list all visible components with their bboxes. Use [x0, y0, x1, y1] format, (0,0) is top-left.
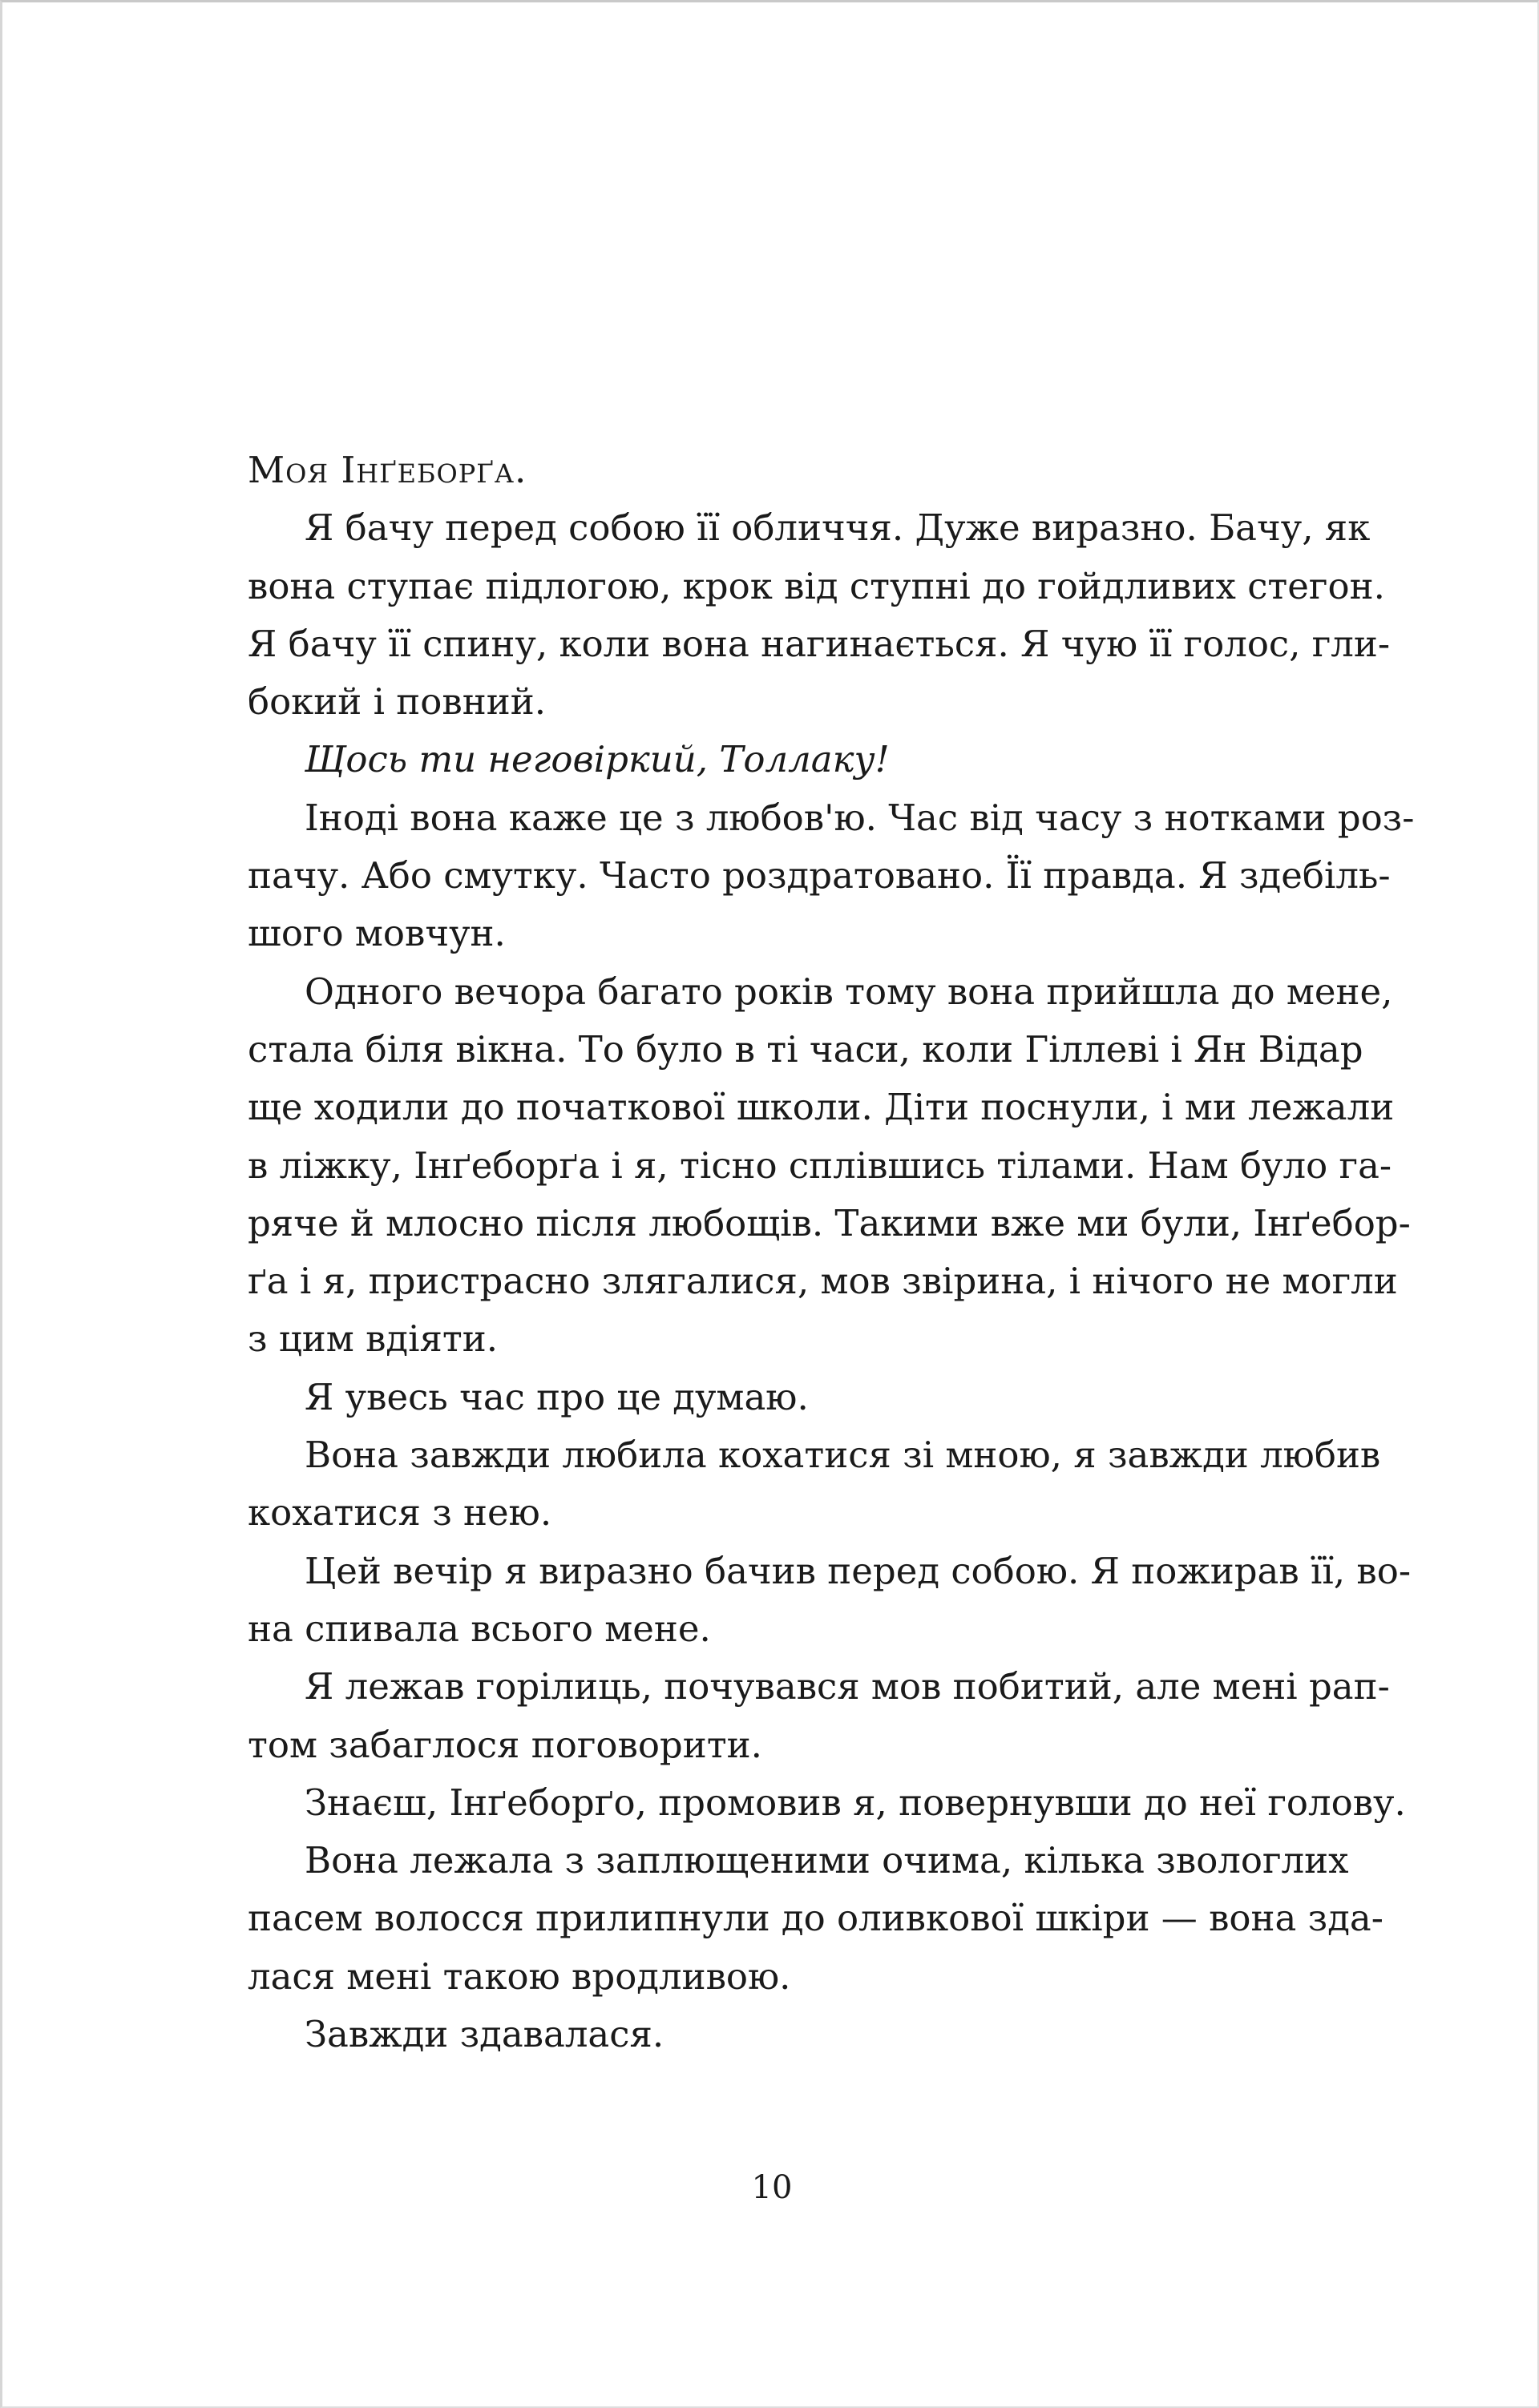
text-line: вона ступає підлогою, крок від ступні до гойдливих стегон.: [248, 564, 1385, 607]
text-line: кохатися з нею.: [248, 1491, 552, 1535]
text-line: Я лежав горілиць, почувався мов побитий, але мені рап-: [305, 1665, 1390, 1708]
body-text: [248, 442, 1415, 2063]
text-line: шого мовчун.: [248, 912, 506, 955]
text-line: Я увесь час про це думаю.: [305, 1375, 809, 1418]
text-line: пачу. Або смутку. Часто роздратовано. Її правда. Я здебіль-: [248, 854, 1391, 897]
text-line: Вона лежала з заплющеними очима, кілька звологлих: [305, 1839, 1349, 1882]
text-line: Одного вечора багато років тому вона прийшла до мене,: [305, 970, 1393, 1013]
text-line: Знаєш, Інґеборґо, промовив я, повернувши до неї голову.: [305, 1781, 1406, 1824]
page-number: 10: [751, 2169, 793, 2206]
text-line: ряче й млосно після любощів. Такими вже ми були, Інґебор-: [248, 1201, 1411, 1244]
text-line: Завжди здавалася.: [305, 2013, 664, 2056]
text-line: бокий і повний.: [248, 680, 546, 724]
text-line: ще ходили до початкової школи. Діти поснули, і ми лежали: [248, 1086, 1395, 1129]
text-line: Цей вечір я виразно бачив перед собою. Я пожирав її, во-: [305, 1549, 1412, 1592]
text-line: з цим вдіяти.: [248, 1317, 499, 1361]
text-line: лася мені такою вродливою.: [248, 1954, 791, 1998]
text-line: в ліжку, Інґеборґа і я, тісно сплівшись тілами. Нам було га-: [248, 1143, 1392, 1187]
text-line: Я бачу її спину, коли вона нагинається. Я чую її голос, гли-: [248, 622, 1391, 665]
text-line: ґа і я, пристрасно злягалися, мов звірина, і нічого не могли: [248, 1260, 1398, 1303]
chapter-heading: Моя Інґеборґа.: [248, 449, 527, 491]
text-line: Іноді вона каже це з любов'ю. Час від часу з нотками роз-: [305, 796, 1415, 839]
text-line: Щось ти неговіркий, Толлаку!: [305, 738, 890, 781]
text-line: том забаглося поговорити.: [248, 1723, 762, 1766]
text-line: Вона завжди любила кохатися зі мною, я завжди любив: [305, 1434, 1381, 1477]
text-line: пасем волосся прилипнули до оливкової шкіри — вона зда-: [248, 1897, 1383, 1940]
text-line: Я бачу перед собою її обличчя. Дуже виразно. Бачу, як: [305, 506, 1371, 550]
text-line: стала біля вікна. То було в ті часи, коли Гіллеві і Ян Відар: [248, 1027, 1363, 1071]
text-line: на спивала всього мене.: [248, 1607, 711, 1650]
